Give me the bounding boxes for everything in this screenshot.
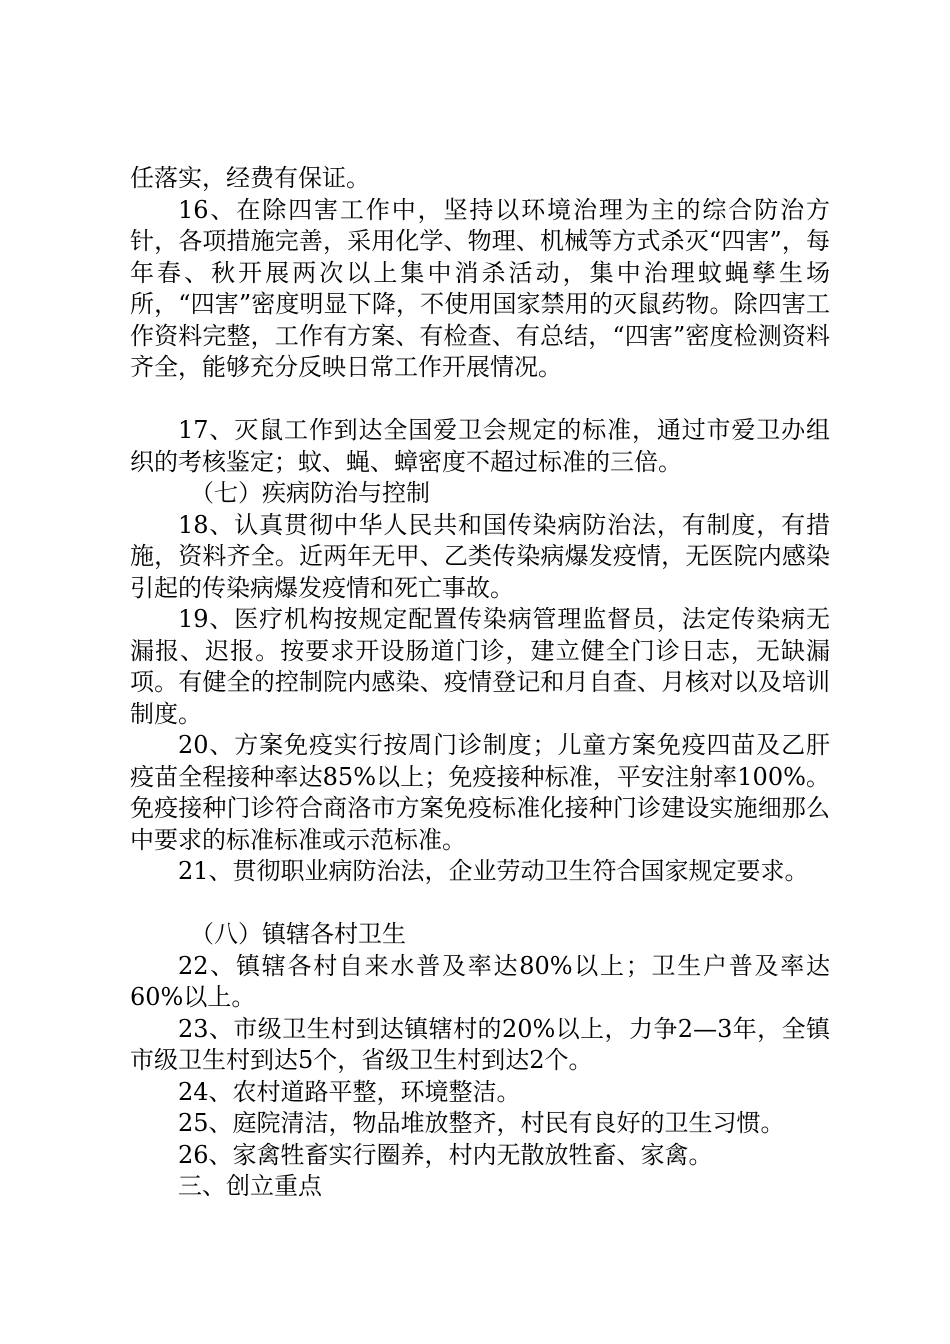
paragraph-item-23: 23、市级卫生村到达镇辖村的20%以上，力争2—3年，全镇市级卫生村到达5个，省级卫生村到达2个。 bbox=[130, 1014, 830, 1074]
section-heading-7: （七）疾病防治与控制 bbox=[190, 479, 430, 507]
section-heading-3: 三、创立重点 bbox=[178, 1172, 322, 1200]
paragraph-item-16: 16、在除四害工作中，坚持以环境治理为主的综合防治方针，各项措施完善，采用化学、物理、机械等方式杀灭“四害”，每年春、秋开展两次以上集中消杀活动，集中治理蚊蝇孳生场所，“四害”密度明显下降，不使用国家禁用的灭鼠药物。除四害工作资料完整，工作有方案、有检查、有总结，“四害”密度检测资料齐全，能够充分反映日常工作开展情况。 bbox=[130, 195, 830, 381]
paragraph-item-19: 19、医疗机构按规定配置传染病管理监督员，法定传染病无漏报、迟报。按要求开设肠道门诊，建立健全门诊日志，无缺漏项。有健全的控制院内感染、疫情登记和月自查、月核对以及培训制度。 bbox=[130, 605, 830, 728]
paragraph-item-24: 24、农村道路平整，环境整洁。 bbox=[178, 1077, 521, 1106]
paragraph-item-20: 20、方案免疫实行按周门诊制度；儿童方案免疫四苗及乙肝疫苗全程接种率达85%以上；免疫接种标准，平安注射率100%。免疫接种门诊符合商洛市方案免疫标准化接种门诊建设实施细那么中要求的标准标准或示范标准。 bbox=[130, 731, 830, 854]
paragraph-item-25: 25、庭院清洁，物品堆放整齐，村民有良好的卫生习惯。 bbox=[178, 1109, 785, 1137]
paragraph-item-26: 26、家禽牲畜实行圈养，村内无散放牲畜、家禽。 bbox=[178, 1140, 713, 1169]
paragraph-item-22: 22、镇辖各村自来水普及率达80%以上；卫生户普及率达60%以上。 bbox=[130, 951, 830, 1011]
paragraph-item-21: 21、贯彻职业病防治法，企业劳动卫生符合国家规定要求。 bbox=[178, 857, 809, 885]
section-heading-8: （八）镇辖各村卫生 bbox=[190, 920, 406, 948]
paragraph-continuation: 任落实，经费有保证。 bbox=[130, 164, 370, 192]
paragraph-item-18: 18、认真贯彻中华人民共和国传染病防治法，有制度，有措施，资料齐全。近两年无甲、乙类传染病爆发疫情，无医院内感染引起的传染病爆发疫情和死亡事故。 bbox=[130, 510, 830, 602]
document-body bbox=[130, 163, 830, 1203]
paragraph-item-17: 17、灭鼠工作到达全国爱卫会规定的标准，通过市爱卫办组织的考核鉴定；蚊、蝇、蟑密度不超过标准的三倍。 bbox=[130, 416, 830, 476]
